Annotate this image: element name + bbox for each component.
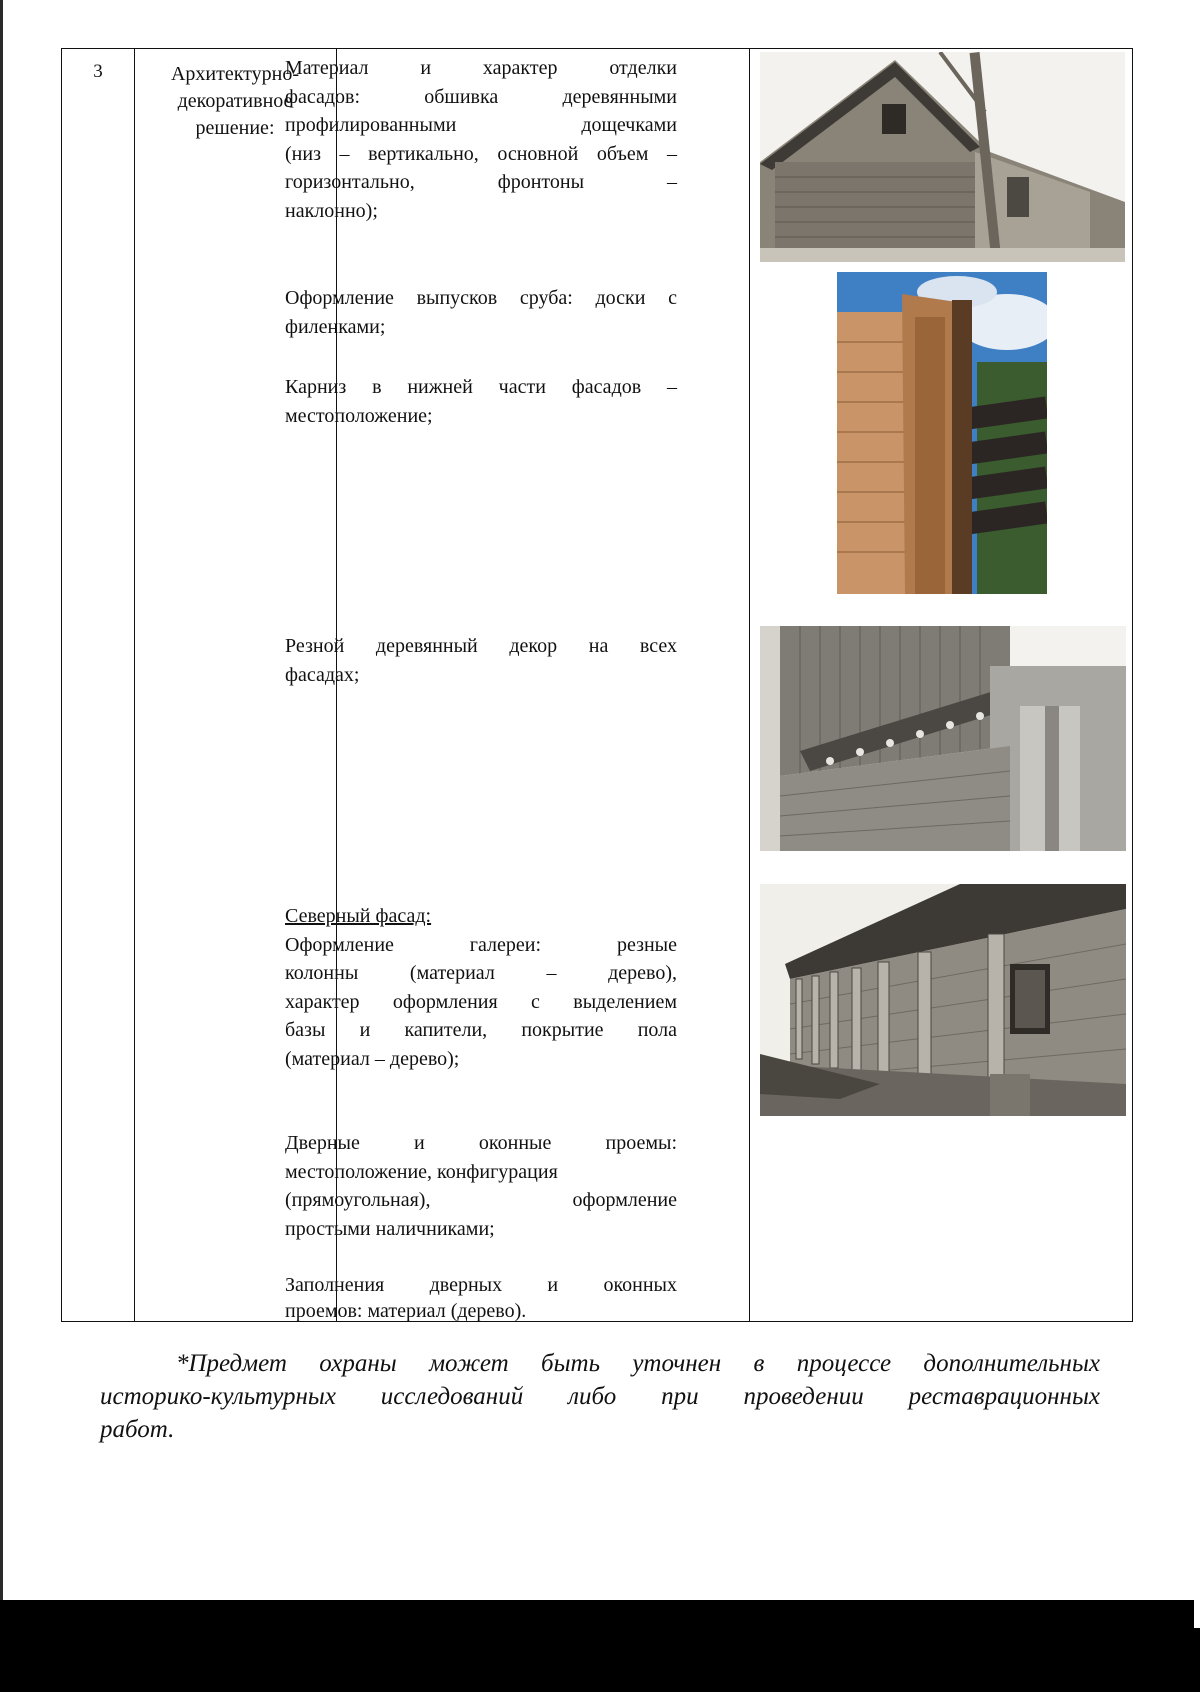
footnote-line: историко-культурных исследований либо при проведении реставрационных (100, 1383, 1100, 1410)
photo-log-corner (837, 272, 1047, 594)
paragraph-cornice (285, 373, 677, 430)
column-divider (134, 49, 135, 1321)
text-line: (материал – дерево); (285, 1047, 460, 1070)
paragraph-openings (285, 1129, 677, 1243)
text-line: Резной деревянный декор на всех (285, 635, 677, 657)
text-line: Оформление галереи: резные (285, 933, 677, 956)
text-line: Оформление выпусков сруба: доски с (285, 287, 677, 309)
paragraph-fillings (285, 1272, 677, 1324)
text-line: (низ – вертикально, основной объем – (285, 142, 677, 165)
text-line: (прямоугольная), оформление (285, 1189, 677, 1211)
paragraph-north-facade (285, 902, 677, 1073)
text-line: местоположение; (285, 404, 433, 427)
photo-house-exterior (760, 52, 1125, 262)
text-line: проемов: материал (дерево). (285, 1300, 527, 1322)
scan-left-edge (0, 0, 3, 1600)
row-heading-line: решение: (195, 117, 275, 139)
text-line: филенками; (285, 315, 386, 338)
footnote-line: работ. (100, 1416, 175, 1443)
paragraph-carved-decor (285, 632, 677, 689)
text-line: горизонтально, фронтоны – (285, 171, 677, 193)
photo-carved-decor (760, 626, 1126, 851)
row-heading-line: Архитектурно- (170, 63, 300, 85)
column-divider (749, 49, 750, 1321)
text-line: Дверные и оконные проемы: (285, 1132, 677, 1154)
text-line: колонны (материал – дерево), (285, 962, 677, 984)
row-number: 3 (93, 61, 103, 82)
text-line: фасадах; (285, 663, 360, 686)
text-line: Заполнения дверных и оконных (285, 1274, 677, 1296)
text-line: базы и капители, покрытие пола (285, 1019, 677, 1041)
row-heading-line: декоративное (177, 90, 293, 112)
footnote (100, 1347, 1100, 1446)
footnote-line: *Предмет охраны может быть уточнен в процессе дополнительных (176, 1350, 1100, 1377)
subheading-north-facade: Северный фасад: (285, 905, 432, 927)
scan-bottom-black-band (0, 1600, 1200, 1692)
text-line: Карниз в нижней части фасадов – (285, 376, 677, 398)
text-line: местоположение, конфигурация (285, 1160, 558, 1183)
scan-edge-gap (1194, 1600, 1200, 1628)
paragraph-log-ends (285, 284, 677, 341)
text-line: наклонно); (285, 199, 378, 222)
text-line: фасадов: обшивка деревянными (285, 85, 677, 108)
text-line: простыми наличниками; (285, 1217, 495, 1240)
text-line: профилированными дощечками (285, 114, 677, 136)
photo-north-gallery (760, 884, 1126, 1116)
text-line: Материал и характер отделки (285, 57, 677, 79)
text-line: характер оформления с выделением (285, 990, 677, 1013)
paragraph-facade-finish (285, 54, 677, 225)
